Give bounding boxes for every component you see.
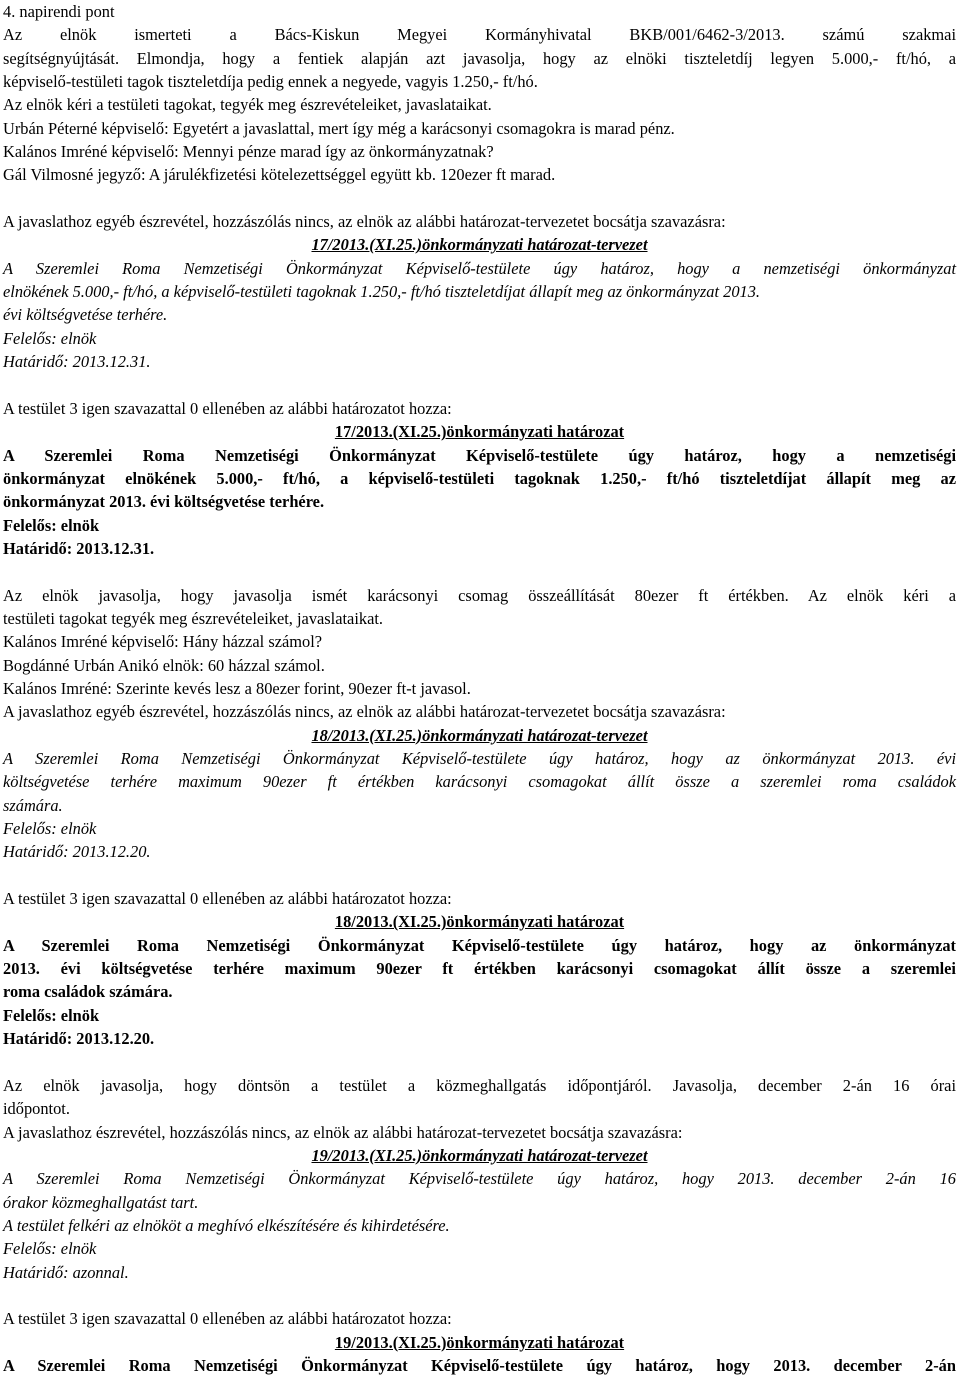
resolution-title: 18/2013.(XI.25.)önkormányzati határozat	[334, 912, 625, 932]
text-line: A Szeremlei Roma Nemzetiségi Önkormányzat Képviselő-testülete úgy határoz, hogy a nemzetiségi	[3, 445, 956, 465]
section-title: 4. napirendi pont	[3, 2, 115, 21]
text-line: órakor közmeghallgatást tart.	[3, 1192, 199, 1212]
text-line: A Szeremlei Roma Nemzetiségi Önkormányzat Képviselő-testülete úgy határoz, hogy 2013. december 2-án	[3, 1355, 956, 1375]
responsible: Felelős: elnök	[3, 1239, 97, 1259]
deadline: Határidő: 2013.12.31.	[3, 352, 151, 372]
draft-title: 18/2013.(XI.25.)önkormányzati határozat-tervezet	[311, 725, 648, 745]
christmas-paragraph	[3, 584, 956, 701]
resolution-17	[3, 420, 956, 560]
text-line: évi költségvetése terhére.	[3, 305, 168, 325]
intro-paragraph	[3, 23, 956, 186]
draft-resolution-17	[3, 233, 956, 373]
vote-result: A testület 3 igen szavazattal 0 ellenében az alábbi határozatot hozza:	[3, 398, 452, 418]
text-line: képviselő-testületi tagok tiszteletdíja pedig ennek a negyede, vagyis 1.250,- ft/hó.	[3, 72, 538, 92]
text-line: elnökének 5.000,- ft/hó, a képviselő-testületi tagoknak 1.250,- ft/hó tiszteletdíjat állapít meg az önkormányzat 2013.	[3, 282, 761, 302]
text-line: időpontot.	[3, 1099, 70, 1119]
text-line: számára.	[3, 795, 63, 815]
vote-result: A testület 3 igen szavazattal 0 ellenében az alábbi határozatot hozza:	[3, 1309, 452, 1329]
text-line: segítségnyújtását. Elmondja, hogy a fentiek alapján azt javasolja, hogy az elnöki tiszteletdíj legyen 5.000,- ft/hó, a	[3, 48, 956, 68]
text-line: 2013. évi költségvetése terhére maximum 90ezer ft értékben karácsonyi csomagokat állít össze a szeremlei	[3, 959, 956, 979]
deadline: Határidő: 2013.12.31.	[3, 538, 155, 558]
deadline: Határidő: 2013.12.20.	[3, 842, 151, 862]
resolution-title: 17/2013.(XI.25.)önkormányzati határozat	[334, 422, 625, 442]
responsible: Felelős: elnök	[3, 328, 97, 348]
text-line: A testület felkéri az elnököt a meghívó elkészítésére és kihirdetésére.	[3, 1215, 450, 1235]
resolution-title: 19/2013.(XI.25.)önkormányzati határozat	[334, 1332, 625, 1352]
draft-resolution-18	[3, 724, 956, 864]
responsible: Felelős: elnök	[3, 515, 100, 535]
vote-result: A testület 3 igen szavazattal 0 ellenében az alábbi határozatot hozza:	[3, 889, 452, 909]
vote-call: A javaslathoz egyéb észrevétel, hozzászólás nincs, az elnök az alábbi határozat-tervezetet bocsátja szavazásra:	[3, 212, 726, 232]
text-line: Gál Vilmosné jegyző: A járulékfizetési kötelezettséggel együtt kb. 120ezer ft marad.	[3, 165, 556, 185]
text-line: Az elnök javasolja, hogy döntsön a testület a közmeghallgatás időpontjáról. Javasolja, december 2-án 16 órai	[3, 1075, 956, 1095]
text-line: A Szeremlei Roma Nemzetiségi Önkormányzat Képviselő-testülete úgy határoz, hogy az önkormányzat 2013. évi	[3, 749, 956, 768]
text-line: A Szeremlei Roma Nemzetiségi Önkormányzat Képviselő-testülete úgy határoz, hogy az önkormányzat	[3, 935, 956, 955]
text-line: Kalános Imréné képviselő: Hány házzal számol?	[3, 632, 323, 652]
text-line: Urbán Péterné képviselő: Egyetért a javaslattal, mert így még a karácsonyi csomagokra is marad pénz.	[3, 118, 675, 138]
text-line: Az elnök javasolja, hogy javasolja ismét karácsonyi csomag összeállítását 80ezer ft értékben. Az elnök kéri a	[3, 585, 956, 605]
text-line: A Szeremlei Roma Nemzetiségi Önkormányzat Képviselő-testülete úgy határoz, hogy 2013. december 2-án 16	[3, 1169, 956, 1189]
resolution-18	[3, 910, 956, 1050]
text-line: Bogdánné Urbán Anikó elnök: 60 házzal számol.	[3, 655, 325, 675]
deadline: Határidő: azonnal.	[3, 1262, 129, 1282]
text-line: A Szeremlei Roma Nemzetiségi Önkormányzat Képviselő-testülete úgy határoz, hogy a nemzetiségi önkormányzat	[3, 258, 956, 278]
vote-call: A javaslathoz észrevétel, hozzászólás nincs, az elnök az alábbi határozat-tervezetet bocsátja szavazásra:	[3, 1122, 683, 1142]
deadline: Határidő: 2013.12.20.	[3, 1029, 155, 1049]
draft-title: 19/2013.(XI.25.)önkormányzati határozat-tervezet	[311, 1145, 648, 1165]
text-line: Kalános Imréné képviselő: Mennyi pénze marad így az önkormányzatnak?	[3, 142, 494, 162]
text-line: testületi tagokat tegyék meg észrevételeiket, javaslataikat.	[3, 608, 384, 628]
text-line: költségvetése terhére maximum 90ezer ft értékben karácsonyi csomagokat állít össze a szeremlei roma családok	[3, 772, 956, 792]
responsible: Felelős: elnök	[3, 1005, 100, 1025]
resolution-19	[3, 1331, 956, 1378]
draft-resolution-19	[3, 1144, 956, 1284]
text-line: roma családok számára.	[3, 982, 173, 1002]
public-hearing-paragraph	[3, 1074, 956, 1121]
text-line: Az elnök kéri a testületi tagokat, tegyék meg észrevételeiket, javaslataikat.	[3, 95, 492, 115]
responsible: Felelős: elnök	[3, 819, 97, 839]
draft-title: 17/2013.(XI.25.)önkormányzati határozat-tervezet	[311, 235, 648, 255]
text-line: önkormányzat elnökének 5.000,- ft/hó, a képviselő-testületi tagoknak 1.250,- ft/hó tiszteletdíjat állapít meg az	[3, 468, 956, 488]
text-line: Az elnök ismerteti a Bács-Kiskun Megyei Kormányhivatal BKB/001/6462-3/2013. számú szakmai	[3, 25, 956, 45]
vote-call: A javaslathoz egyéb észrevétel, hozzászólás nincs, az elnök az alábbi határozat-tervezetet bocsátja szavazásra:	[3, 702, 726, 722]
text-line: Kalános Imréné: Szerinte kevés lesz a 80ezer forint, 90ezer ft-t javasol.	[3, 678, 471, 698]
text-line: önkormányzat 2013. évi költségvetése terhére.	[3, 492, 325, 512]
